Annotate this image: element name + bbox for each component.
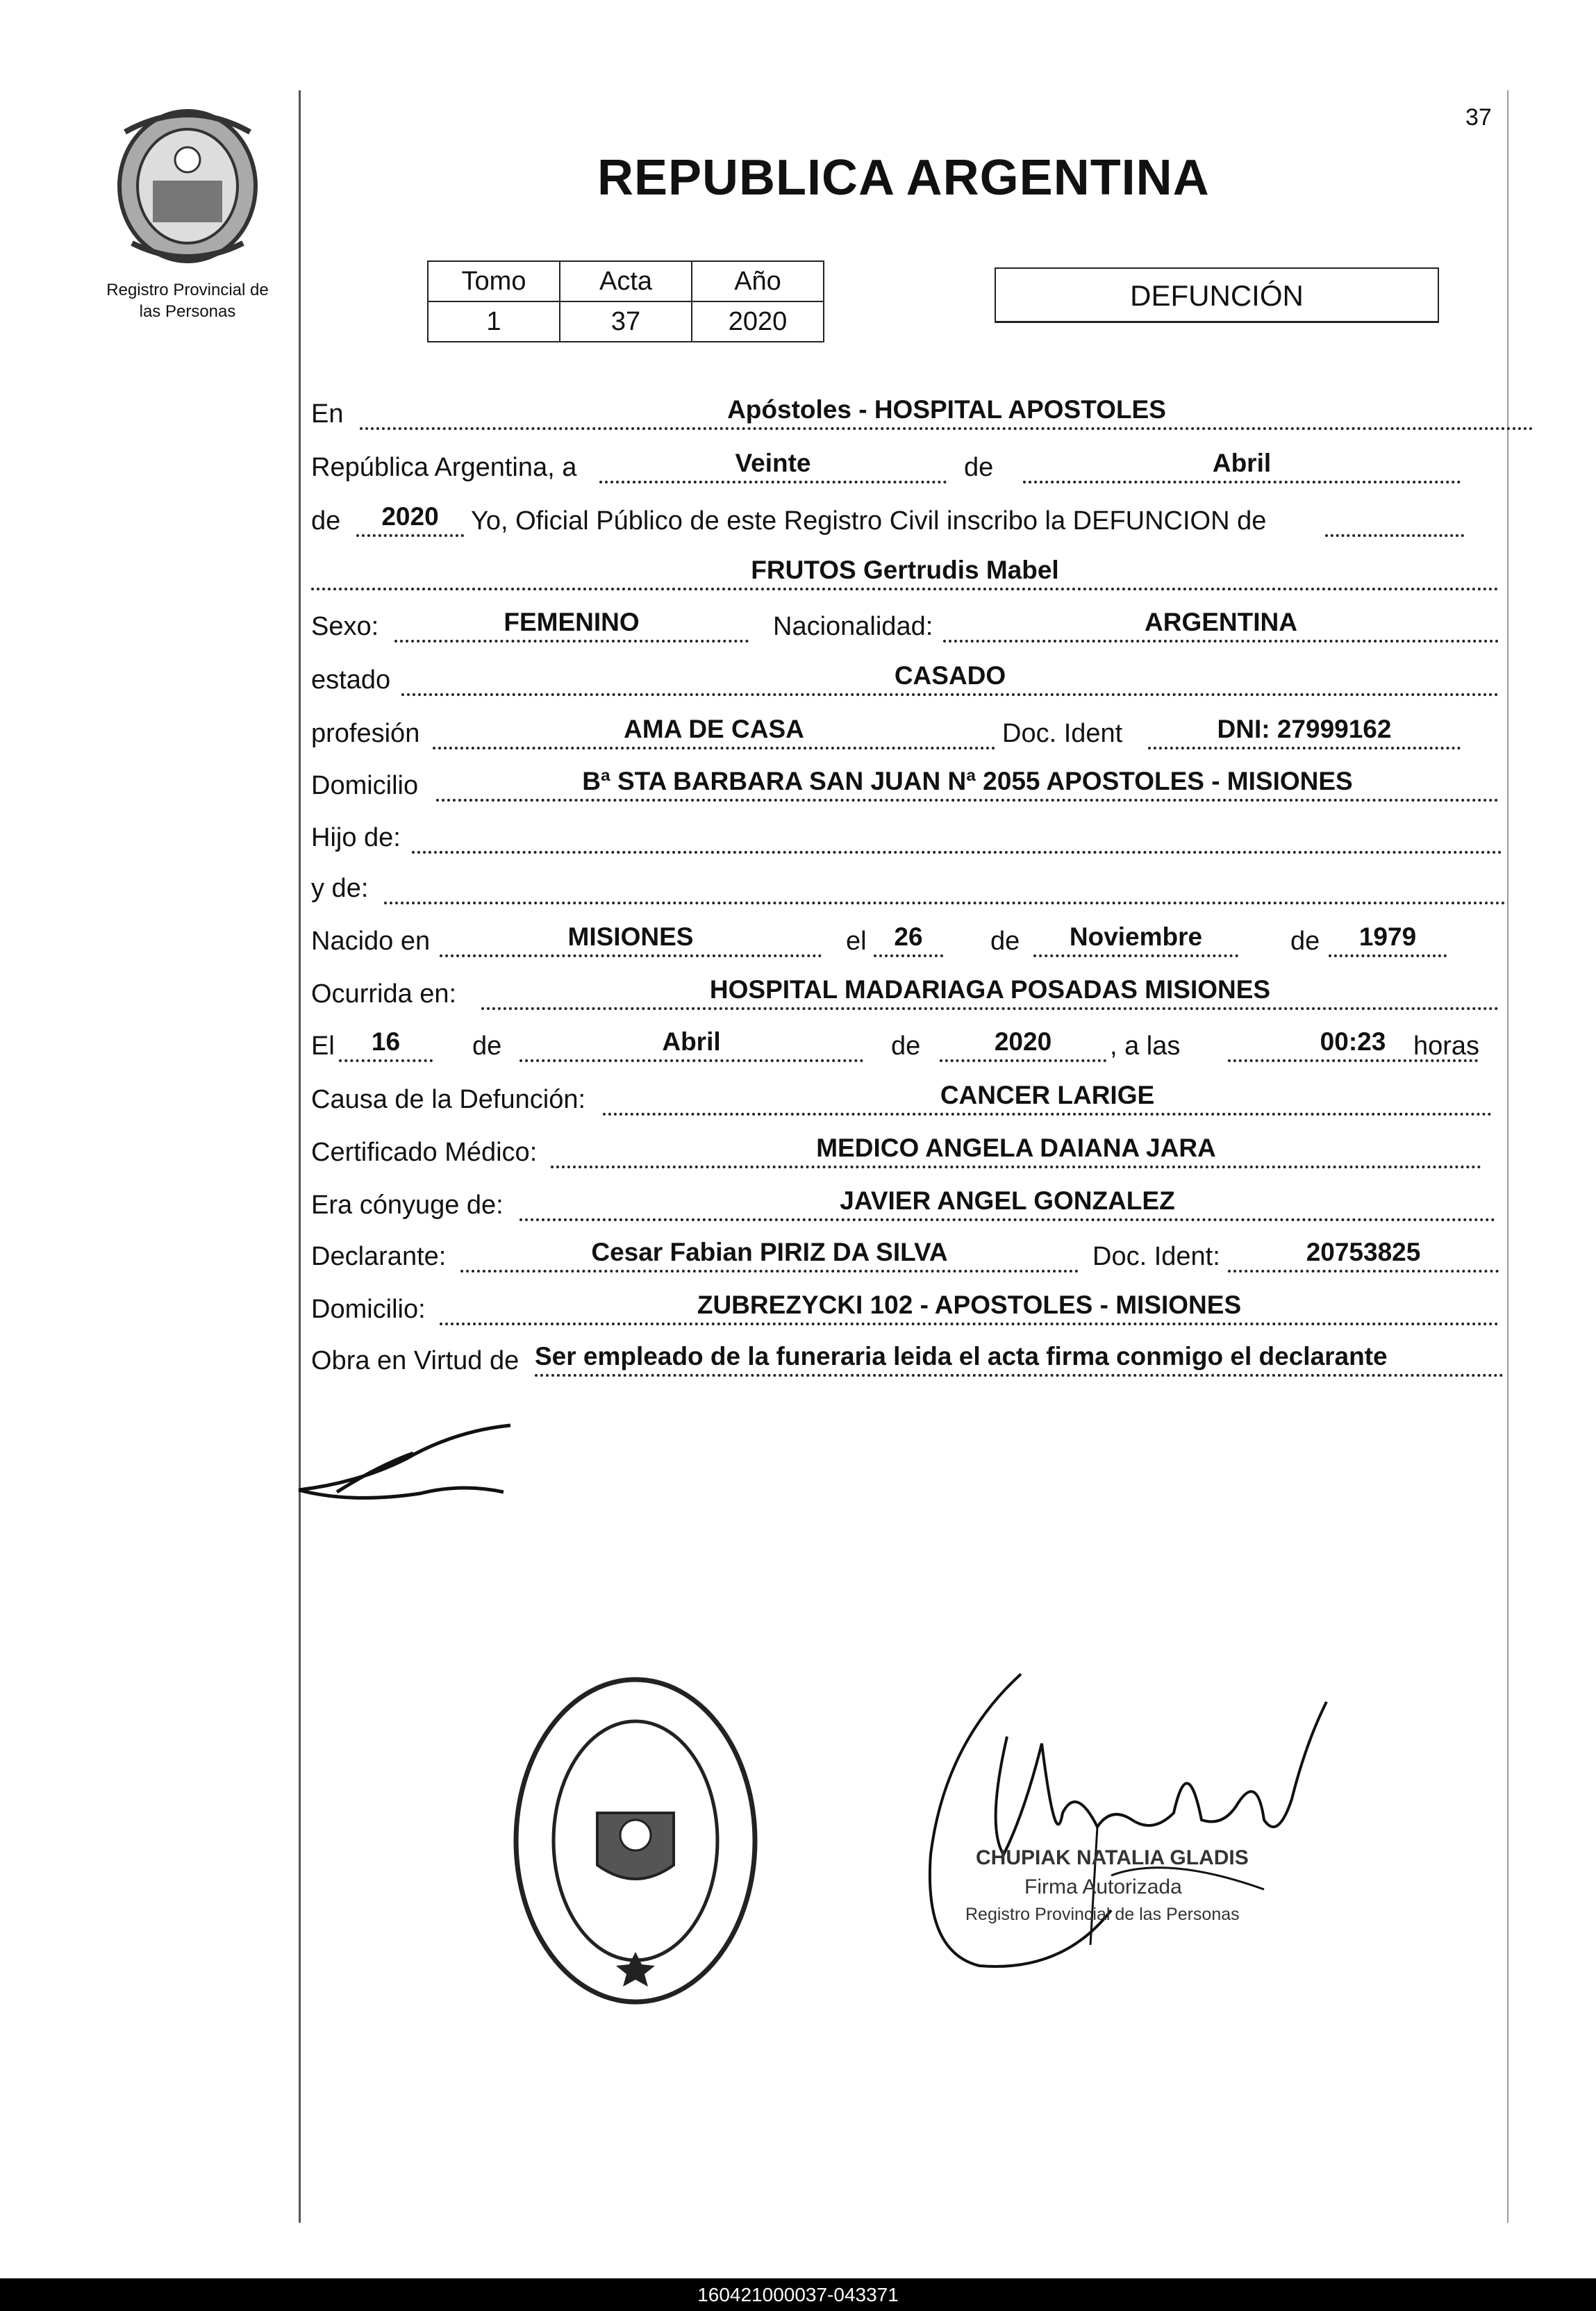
estado-field: CASADO xyxy=(401,661,1499,696)
profesion-label: profesión xyxy=(311,719,420,748)
sexo-label: Sexo: xyxy=(311,612,379,641)
def-de2-label: de xyxy=(891,1032,921,1061)
conyuge-field: JAVIER ANGEL GONZALEZ xyxy=(519,1186,1495,1221)
record-header-acta: Acta xyxy=(560,261,692,301)
mes-field: Abril xyxy=(1023,449,1461,483)
hijo-field xyxy=(412,819,1502,854)
def-mes-field: Abril xyxy=(519,1027,863,1062)
signatory-role: Firma Autorizada xyxy=(1024,1875,1182,1898)
inscribo-blank xyxy=(1325,502,1464,537)
def-anio-field: 2020 xyxy=(940,1027,1106,1062)
nac-dia-field: 26 xyxy=(874,922,943,957)
decl-domicilio-field: ZUBREZYCKI 102 - APOSTOLES - MISIONES xyxy=(440,1291,1499,1325)
authorized-signature-icon xyxy=(903,1646,1347,2014)
certificado-field: MEDICO ANGELA DAIANA JARA xyxy=(551,1134,1481,1168)
nac-anio-field: 1979 xyxy=(1329,922,1447,957)
ocurrida-field: HOSPITAL MADARIAGA POSADAS MISIONES xyxy=(481,975,1499,1010)
decl-domicilio-label: Domicilio: xyxy=(311,1295,426,1324)
page-number: 37 xyxy=(1465,104,1492,131)
causa-label: Causa de la Defunción: xyxy=(311,1085,586,1114)
decl-doc-label: Doc. Ident: xyxy=(1092,1242,1220,1271)
doc-ident-field: DNI: 27999162 xyxy=(1148,715,1461,749)
inscribo-text: Yo, Oficial Público de este Registro Civil inscribo la DEFUNCION de xyxy=(471,506,1267,536)
official-stamp-icon xyxy=(510,1674,760,2007)
record-value-acta: 37 xyxy=(560,301,692,342)
provincia-seal-icon xyxy=(111,104,264,264)
record-header-anio: Año xyxy=(692,261,824,301)
decl-doc-field: 20753825 xyxy=(1228,1238,1499,1273)
record-header-tomo: Tomo xyxy=(428,261,560,301)
declarante-field: Cesar Fabian PIRIZ DA SILVA xyxy=(460,1238,1079,1273)
signatory-name: CHUPIAK NATALIA GLADIS xyxy=(976,1846,1249,1869)
nacido-label: Nacido en xyxy=(311,927,431,956)
sexo-field: FEMENINO xyxy=(394,608,749,643)
de-label: de xyxy=(964,453,994,482)
page-title: REPUBLICA ARGENTINA xyxy=(597,150,1210,206)
declarante-label: Declarante: xyxy=(311,1242,447,1271)
nacionalidad-field: ARGENTINA xyxy=(943,608,1499,643)
record-table xyxy=(427,260,824,342)
certificado-label: Certificado Médico: xyxy=(311,1138,538,1167)
dia-texto-field: Veinte xyxy=(599,449,947,483)
seal-caption: Registro Provincial de las Personas xyxy=(106,281,269,321)
record-value-tomo: 1 xyxy=(428,301,560,342)
domicilio-label: Domicilio xyxy=(311,771,419,800)
nacido-lugar-field: MISIONES xyxy=(440,922,822,957)
anio-field: 2020 xyxy=(356,502,464,537)
def-dia-field: 16 xyxy=(339,1027,433,1062)
y-de-label: y de: xyxy=(311,874,369,903)
declarant-signature-icon xyxy=(295,1417,524,1507)
footer-code: 160421000037-043371 xyxy=(0,2278,1596,2311)
nacionalidad-label: Nacionalidad: xyxy=(773,612,933,641)
a-las-label: , a las xyxy=(1110,1032,1181,1061)
el-label: el xyxy=(846,927,867,956)
nombre-field: FRUTOS Gertrudis Mabel xyxy=(311,556,1499,590)
horas-label: horas xyxy=(1413,1032,1480,1061)
hijo-label: Hijo de: xyxy=(311,823,401,852)
left-margin-rule xyxy=(299,90,301,2223)
doc-ident-label: Doc. Ident xyxy=(1002,719,1123,748)
republica-label: República Argentina, a xyxy=(311,453,577,482)
nac-de2-label: de xyxy=(1290,927,1320,956)
en-label: En xyxy=(311,399,344,429)
el2-label: El xyxy=(311,1032,335,1061)
signatory-org: Registro Provincial de las Personas xyxy=(965,1905,1240,1924)
nac-mes-field: Noviembre xyxy=(1033,922,1238,957)
document-type-box: DEFUNCIÓN xyxy=(995,267,1439,323)
nac-de-label: de xyxy=(990,927,1020,956)
obra-field: Ser empleado de la funeraria leida el acta firma conmigo el declarante xyxy=(535,1342,1504,1377)
y-de-field xyxy=(384,870,1506,904)
ocurrida-label: Ocurrida en: xyxy=(311,979,457,1009)
def-de-label: de xyxy=(472,1032,502,1061)
def-hora-field: 00:23 xyxy=(1228,1027,1478,1062)
obra-label: Obra en Virtud de xyxy=(311,1346,519,1375)
de-label-2: de xyxy=(311,506,341,536)
record-value-anio: 2020 xyxy=(692,301,824,342)
causa-field: CANCER LARIGE xyxy=(603,1081,1492,1116)
domicilio-field: Bª STA BARBARA SAN JUAN Nª 2055 APOSTOLES - MISIONES xyxy=(436,767,1499,802)
estado-label: estado xyxy=(311,665,391,695)
lugar-field: Apóstoles - HOSPITAL APOSTOLES xyxy=(360,395,1533,430)
profesion-field: AMA DE CASA xyxy=(433,715,995,749)
conyuge-label: Era cónyuge de: xyxy=(311,1191,504,1220)
